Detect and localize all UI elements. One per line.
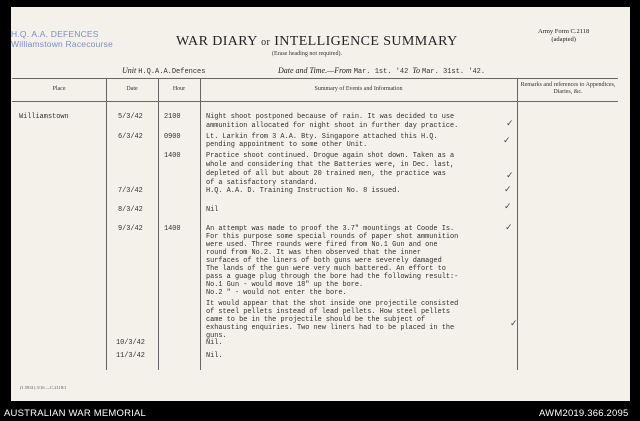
entry-line: For this purpose some special rounds of paper shot ammunition	[206, 233, 459, 241]
header-bottom-rule	[12, 101, 618, 102]
col-header-place: Place	[52, 86, 66, 92]
col-rule-place	[106, 78, 107, 370]
col-header-date: Date	[126, 86, 138, 92]
erase-heading-note: (Erase heading not required).	[272, 51, 342, 57]
entry-line: Nil	[206, 206, 219, 214]
caption-institution: AUSTRALIAN WAR MEMORIAL	[4, 408, 147, 419]
entry-date: 9/3/42	[118, 225, 143, 233]
date-from-value: Mar. 1st. '42	[353, 68, 409, 76]
check-mark-icon: ✓	[506, 170, 514, 180]
unit-value: H.Q.A.A.Defences	[138, 68, 206, 76]
entry-line: An attempt was made to proof the 3.7" mountings at Coode Is.	[206, 225, 455, 233]
entry-line: whole and considering that the Batteries were, in Dec. last,	[206, 161, 455, 169]
entry-date: 8/3/42	[118, 206, 143, 214]
hq-stamp	[11, 29, 113, 49]
entry-line: came to be in the projectile should be the subject of	[206, 316, 426, 324]
check-mark-icon: ✓	[505, 222, 513, 232]
col-header-remarks: Remarks and references to Appendices, Diaries, &c.	[520, 82, 616, 95]
entry-line: Night shoot postponed because of rain. It was decided to use	[206, 113, 455, 121]
table-top-rule	[12, 78, 618, 79]
army-form-label	[538, 28, 589, 44]
entry-line: Practice shoot continued. Drogue again shot down. Taken as a	[206, 152, 455, 160]
entry-line: It would appear that the shot inside one projectile consisted	[206, 300, 459, 308]
entry-line: Nil.	[206, 352, 223, 360]
entry-line: No.2 " - would not enter the bore.	[206, 289, 347, 297]
entry-line: ammunition allocated for night shoot in further day practice.	[206, 122, 459, 130]
entry-line: depleted of all but about 20 trained men, the practice was	[206, 170, 446, 178]
check-mark-icon: ✓	[510, 318, 518, 328]
entry-line: No.1 Gun - would move 18" up the bore.	[206, 281, 364, 289]
entry-line: round from No.2. It was then observed that the inner	[206, 249, 422, 257]
date-to-label: To	[412, 66, 421, 75]
entry-date: 5/3/42	[118, 113, 143, 121]
entry-line: The lands of the gun were very much battered. An effort to	[206, 265, 446, 273]
entry-date: 6/3/42	[118, 133, 143, 141]
entry-hour: 0900	[164, 133, 181, 141]
date-line	[278, 66, 485, 76]
entry-line: of a satisfactory standard.	[206, 179, 318, 187]
title-or: or	[261, 37, 271, 48]
check-mark-icon: ✓	[504, 201, 512, 211]
caption-accession-number: AWM2019.366.2095	[539, 408, 629, 419]
entry-line: of steel pellets instead of lead pellets. How steel pellets	[206, 308, 450, 316]
entry-date: 10/3/42	[116, 339, 145, 347]
entry-line: surfaces of the liners of both guns were severely damaged	[206, 257, 442, 265]
unit-label: Unit	[122, 66, 137, 75]
title-intelligence-summary: INTELLIGENCE SUMMARY	[274, 34, 458, 49]
entry-hour: 2100	[164, 113, 181, 121]
check-mark-icon: ✓	[506, 118, 514, 128]
stamp-line-1: H.Q. A.A. DEFENCES	[11, 29, 99, 39]
place-williamstown: Williamstown	[19, 113, 69, 121]
entry-date: 7/3/42	[118, 187, 143, 195]
check-mark-icon: ✓	[504, 184, 512, 194]
entry-line: exhausting enquiries. Two new liners had to be placed in the	[206, 324, 455, 332]
entry-date: 11/3/42	[116, 352, 145, 360]
entry-line: were used. Three rounds were fired from No.1 Gun and one	[206, 241, 438, 249]
title-war-diary: WAR DIARY	[176, 34, 258, 49]
entry-line: pending appointment to some other Unit.	[206, 141, 368, 149]
entry-line: Lt. Larkin from 3 A.A. Bty. Singapore attached this H.Q.	[206, 133, 438, 141]
date-from-label: Date and Time.—From	[278, 66, 352, 75]
col-rule-hour	[200, 78, 201, 370]
army-form-note: (adapted)	[551, 36, 576, 43]
army-form-number: Army Form C.2118	[538, 28, 590, 35]
entry-line: H.Q. A.A. D. Training Instruction No. 8 issued.	[206, 187, 401, 195]
unit-line	[122, 66, 205, 76]
entry-line: Nil.	[206, 339, 223, 347]
entry-line: guns.	[206, 332, 227, 340]
stamp-line-2: Williamstown Racecourse	[11, 39, 113, 49]
entry-line: pass a guage plug through the bore had the following result:-	[206, 273, 459, 281]
entry-hour: 1400	[164, 152, 181, 160]
check-mark-icon: ✓	[503, 135, 511, 145]
col-header-hour: Hour	[172, 86, 186, 92]
col-rule-date	[158, 78, 159, 370]
date-to-value: Mar. 31st. '42.	[422, 68, 486, 76]
page-title	[176, 34, 458, 50]
entry-hour: 1400	[164, 225, 181, 233]
form-print-number: (1.5831) 3/16 —C.2118/1	[20, 385, 67, 390]
col-header-summary: Summary of Events and Information	[314, 86, 403, 92]
